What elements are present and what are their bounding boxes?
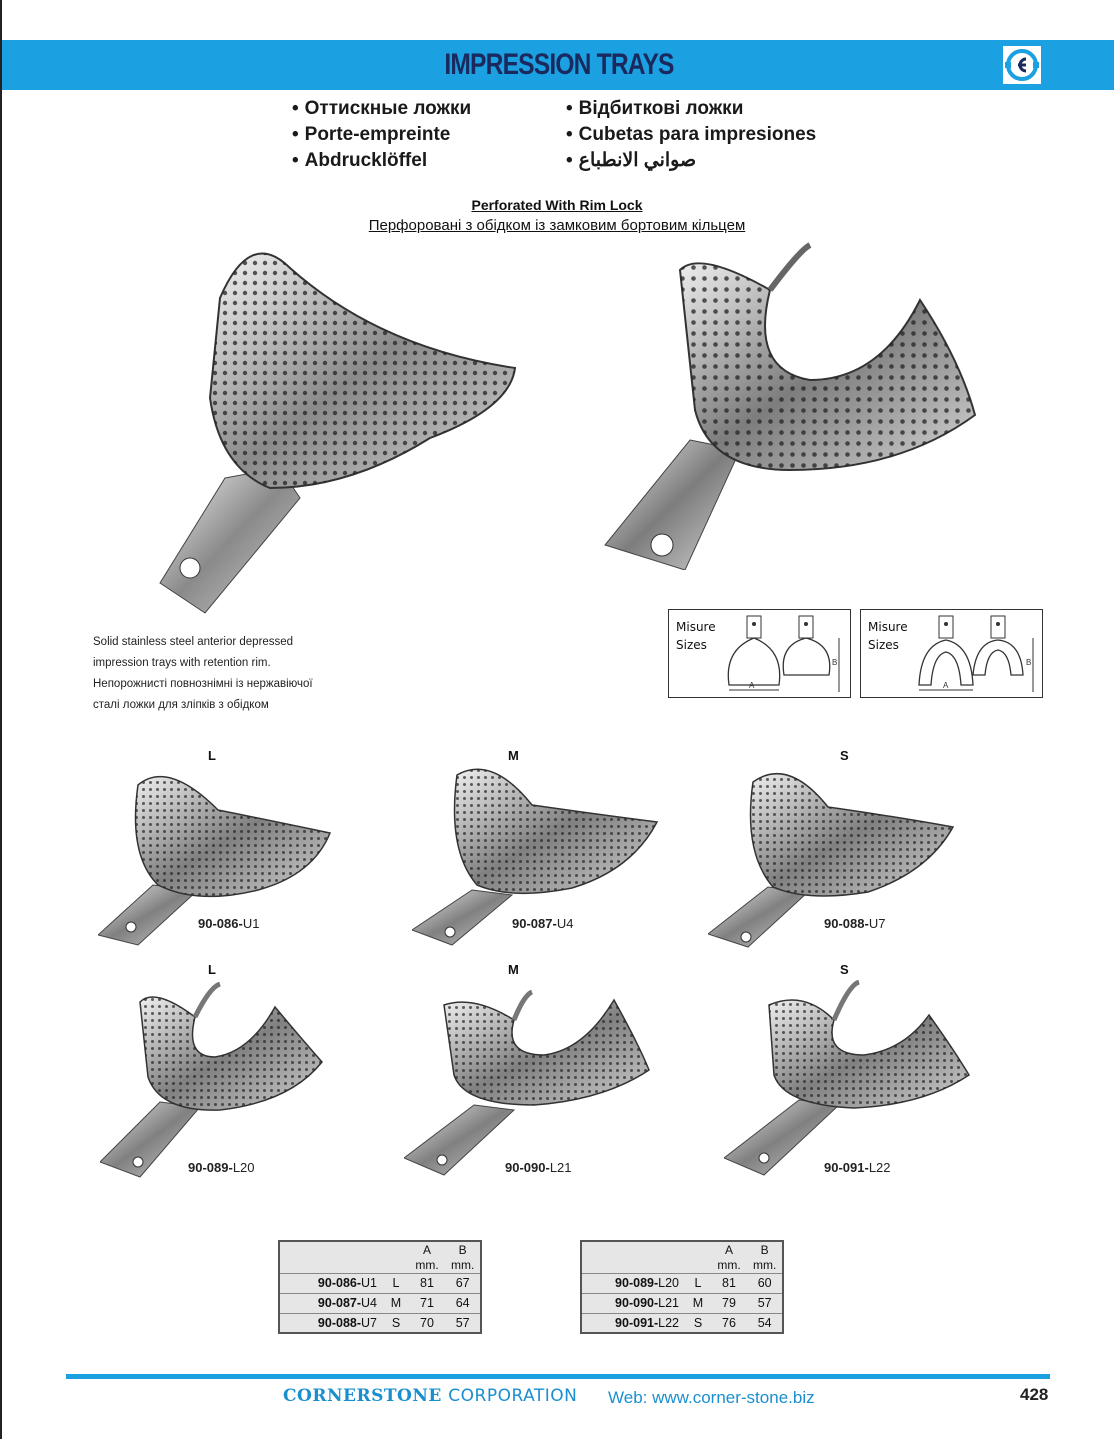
lang-uk-label: Відбиткові ложки: [578, 98, 744, 119]
footer-website-link[interactable]: Web: www.corner-stone.biz: [608, 1388, 815, 1407]
footer-company: [283, 1386, 577, 1406]
svg-text:A: A: [943, 681, 949, 690]
list-item: • Porte-empreinte: [292, 124, 451, 145]
size-table-upper: A B mm. mm. 90-086-U1 L 81 67 90-087-U4 M 71 64 90-088-U7 S 70 57: [278, 1240, 482, 1334]
lower-tray-image-m: [404, 990, 654, 1180]
company-name-bold: CORNERSTONE: [283, 1386, 442, 1406]
product-description: [93, 632, 313, 716]
size-label: S: [840, 748, 849, 763]
size-label: L: [208, 962, 216, 977]
language-list-right: [566, 96, 816, 174]
page-title: IMPRESSION TRAYS: [444, 48, 674, 81]
lang-es-label: Cubetas para impresiones: [578, 124, 817, 145]
svg-text:B: B: [832, 658, 838, 667]
lower-tray-image-l: [100, 982, 330, 1182]
table-row: 90-089-L20 L 81 60: [581, 1273, 783, 1293]
size-label: S: [840, 962, 849, 977]
size-label: M: [508, 962, 519, 977]
subheading-en: Perforated With Rim Lock: [471, 197, 643, 213]
lower-tray-large-image: [600, 240, 990, 570]
list-item: • Abdrucklöffel: [292, 150, 428, 171]
language-list-left: [292, 96, 471, 174]
sizes-diagram-upper: [668, 609, 851, 698]
page-number: 428: [1020, 1385, 1049, 1404]
size-label: L: [208, 748, 216, 763]
company-name-light: CORPORATION: [448, 1386, 578, 1406]
size-label: M: [508, 748, 519, 763]
description-line: сталі ложки для зліпків з обідком: [93, 699, 269, 711]
sizes-label: Misure Sizes: [868, 620, 908, 652]
footer-divider: [66, 1374, 1050, 1379]
sizes-label: Misure Sizes: [676, 620, 716, 652]
product-code: 90-089-L20: [188, 1160, 255, 1175]
product-code: 90-090-L21: [505, 1160, 572, 1175]
table-row: 90-086-U1 L 81 67: [279, 1273, 481, 1293]
list-item: • صواني الانطباع: [566, 150, 697, 171]
lang-de-label: Abdrucklöffel: [304, 150, 428, 171]
description-line: Solid stainless steel anterior depressed: [93, 636, 294, 648]
product-code: 90-088-U7: [824, 916, 886, 931]
header-bar: [2, 40, 1114, 90]
subheading-uk: Перфоровані з обідком із замковим бортовим кільцем: [368, 217, 746, 234]
list-item: • Cubetas para impresiones: [566, 124, 817, 145]
product-code: 90-091-L22: [824, 1160, 891, 1175]
table-row: 90-091-L22 S 76 54: [581, 1313, 783, 1333]
size-table-lower: A B mm. mm. 90-089-L20 L 81 60 90-090-L21 M 79 57 90-091-L22 S 76 54: [580, 1240, 784, 1334]
lang-ar-label: صواني الانطباع: [578, 150, 697, 171]
upper-tray-sizes-diagram-icon: [669, 610, 852, 699]
lang-ru-label: Оттискные ложки: [304, 98, 472, 119]
list-item: • Відбиткові ложки: [566, 98, 744, 119]
table-row: 90-088-U7 S 70 57: [279, 1313, 481, 1333]
description-line: Непорожнисті повнознімні із нержавіючої: [93, 678, 313, 690]
svg-text:B: B: [1026, 658, 1032, 667]
list-item: • Оттискные ложки: [292, 98, 472, 119]
page-left-border: [0, 0, 2, 1439]
lang-fr-label: Porte-empreinte: [304, 124, 451, 145]
cornerstone-logo-icon: [1000, 43, 1044, 87]
upper-tray-large-image: [130, 238, 530, 628]
table-row: 90-087-U4 M 71 64: [279, 1293, 481, 1313]
description-line: impression trays with retention rim.: [93, 657, 271, 669]
lower-tray-sizes-diagram-icon: [861, 610, 1044, 699]
table-row: 90-090-L21 M 79 57: [581, 1293, 783, 1313]
svg-text:A: A: [749, 681, 755, 690]
product-code: 90-087-U4: [512, 916, 574, 931]
product-code: 90-086-U1: [198, 916, 260, 931]
sizes-diagram-lower: [860, 609, 1043, 698]
lower-tray-image-s: [724, 980, 974, 1180]
